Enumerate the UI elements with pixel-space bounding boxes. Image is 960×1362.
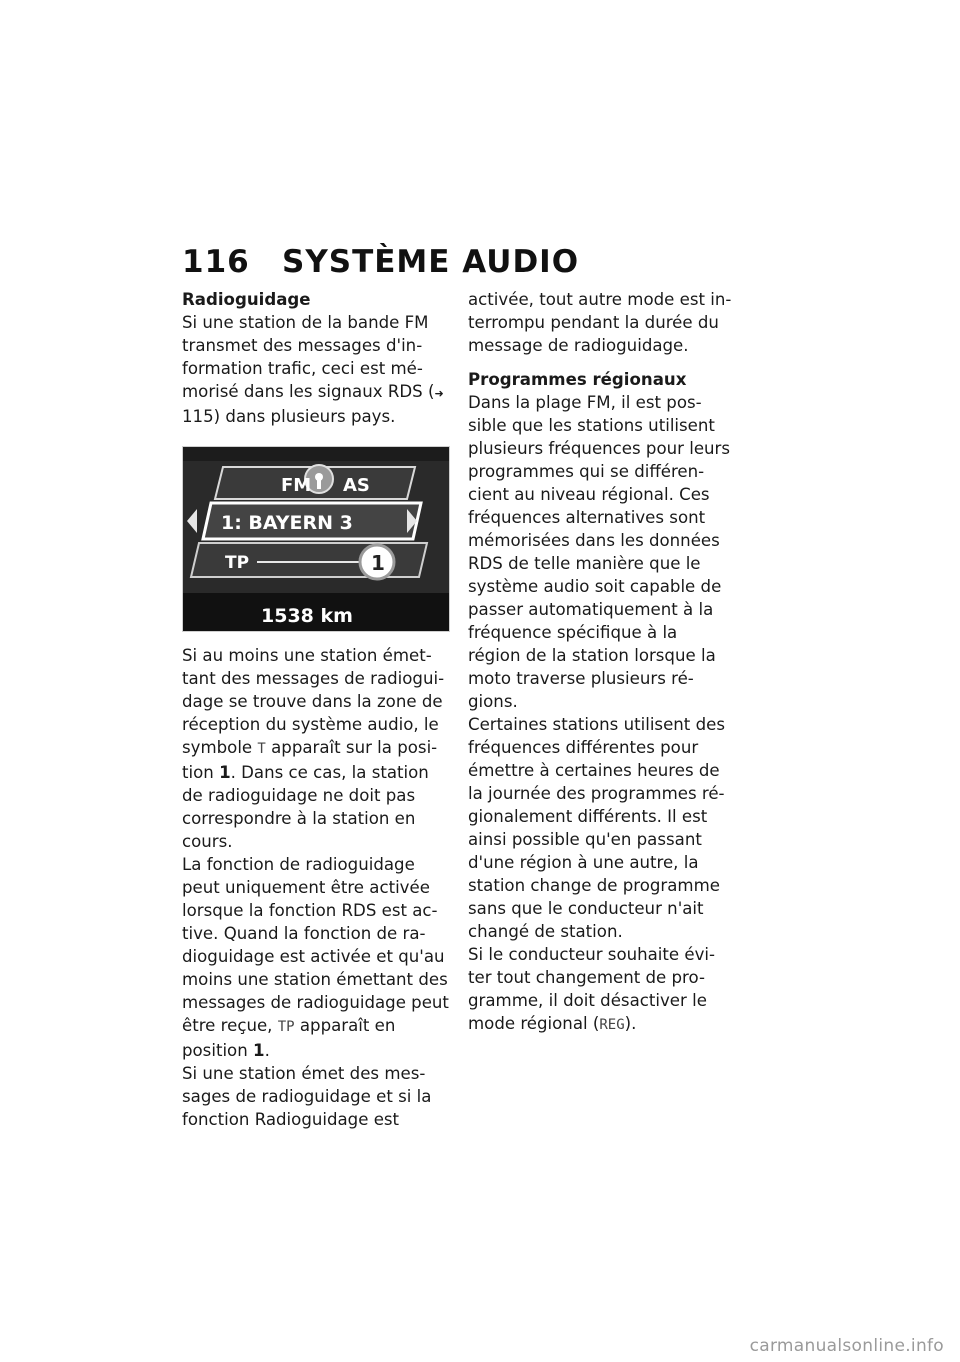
symbol-reg: REG [599,1017,625,1033]
page-header [182,244,579,280]
page-reference-arrow-icon: ➜ [434,387,444,400]
position-label: 1 [371,551,385,575]
mode-label: AS [343,475,370,496]
watermark: carmanualsonline.info [749,1336,944,1356]
band-label: FM [281,475,312,496]
section-heading-radioguidage: Radioguidage [182,290,311,309]
paragraph-reg-mode: Si le conducteur souhaite évi- ter tout changement de pro- gramme, il doit désactiver le mode régional (REG). [468,945,716,1033]
left-column [182,288,450,1131]
paragraph-interrupt: activée, tout autre mode est in- terrompu pendant la durée du message de radioguidage. [468,290,732,355]
right-column [468,288,734,1037]
paragraph-symbol-t: Si au moins une station émet- tant des messages de radiogui- dage se trouve dans la zone de réception du système audio, le symbole T apparaît sur la posi- tion 1. Dans ce cas, la station de radioguidage ne doit pas correspondre à la station en cours. [182,646,445,851]
tp-label: TP [225,553,250,573]
dashboard-display-illustration [183,447,450,632]
paragraph-continued: Si une station émet des mes- sages de radioguidage et si la fonction Radioguidage est [182,1064,432,1129]
station-label: 1: BAYERN 3 [221,512,353,534]
symbol-t: T [257,741,266,757]
paragraph-rds: Si une station de la bande FM transmet des messages d'in- formation trafic, ceci est mé- morisé dans les signaux RDS (➜ 115) dans plusieurs pays. [182,313,444,426]
paragraph-tp: La fonction de radioguidage peut uniquement être activée lorsque la fonction RDS est ac- tive. Quand la fonction de ra- dioguidage est activée et qu'au moins une station émettant des messages de radioguidage peut être reçue, TP apparaît en position 1. [182,855,449,1060]
paragraph-frequencies: Dans la plage FM, il est pos- sible que les stations utilisent plusieurs fréquences pour leurs programmes qui se différen- cient au niveau régional. Ces fréquences alternatives sont mémorisées dans les données RDS de telle manière que le système audio soit capable de passer automatiquement à la fréquence spécifique à la région de la station lorsque la moto traverse plusieurs ré- gions. [468,393,731,711]
symbol-tp: TP [277,1019,295,1035]
position-ref: 1 [219,763,231,782]
chapter-title: SYSTÈME AUDIO [282,244,580,280]
dashboard-display-figure [182,446,450,632]
paragraph-regional-programmes: Certaines stations utilisent des fréquences différentes pour émettre à certaines heures de la journée des programmes ré- gionalement différents. Il est ainsi possible qu'en passant d'une région à une autre, la station change de programme sans que le conducteur n'ait changé de station. [468,715,725,941]
page-number: 116 [182,244,250,280]
distance-label: 1538 km [261,605,353,627]
section-heading-programmes-regionaux: Programmes régionaux [468,370,687,389]
position-ref: 1 [253,1041,265,1060]
